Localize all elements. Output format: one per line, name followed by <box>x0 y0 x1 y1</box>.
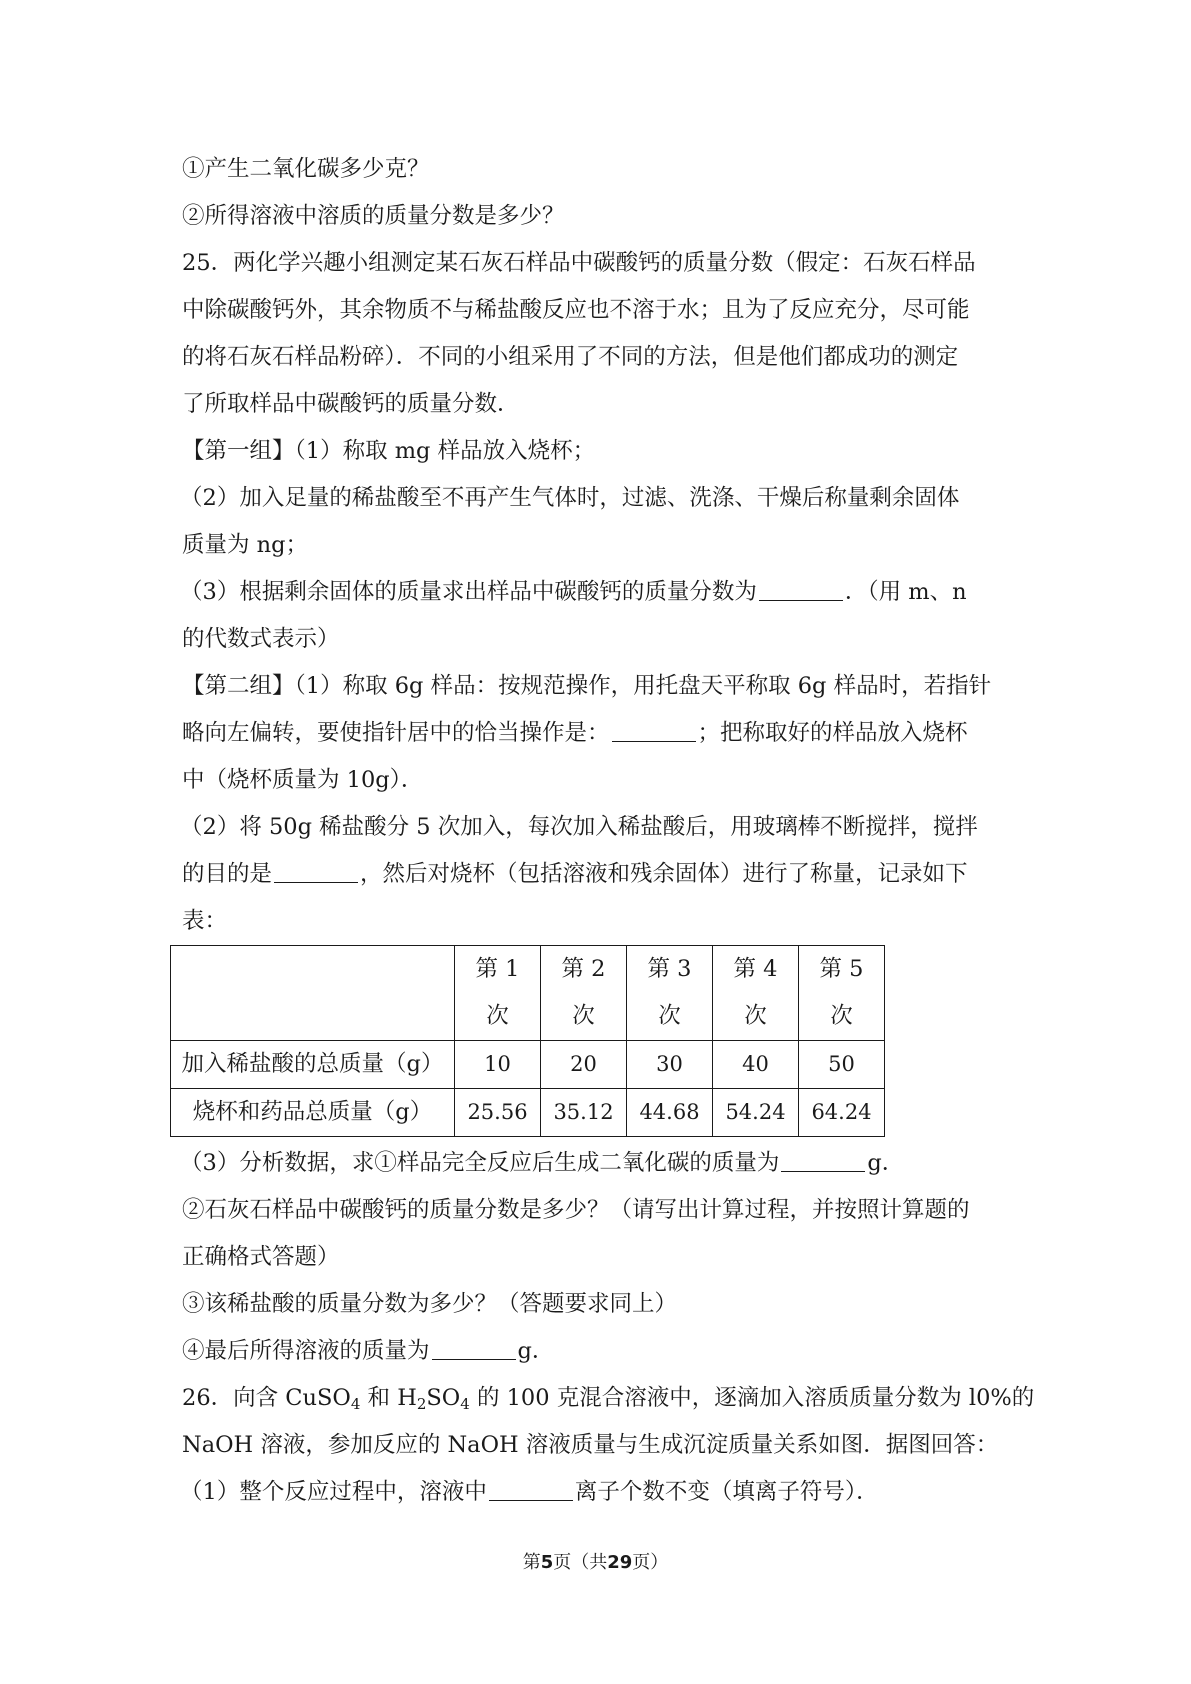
question-26-line: 26．向含 CuSO$_4$ 和 $H_2SO_4$ 的 100 克混合溶液中，逐滴加入溶质质量分数为 l0%的 <box>182 1385 1035 1413</box>
text-fragment: ④最后所得溶液的质量为 <box>182 1338 430 1364</box>
text-fragment: （3）分析数据，求①样品完全反应后生成二氧化碳的质量为 <box>180 1150 780 1176</box>
group2-step3 <box>180 1140 1010 1187</box>
table-cell: 25.56 <box>455 1089 541 1137</box>
text-fragment: 略向左偏转，要使指针居中的恰当操作是： <box>182 720 610 746</box>
table-header-row <box>171 946 885 1041</box>
text-fragment: 离子个数不变（填离子符号）． <box>574 1479 879 1505</box>
table-header-cell: 第 4 次 <box>713 946 799 1041</box>
text-fragment: （3）根据剩余固体的质量求出样品中碳酸钙的质量分数为 <box>180 579 757 605</box>
answer-blank[interactable] <box>781 1143 865 1172</box>
group1-step1: 【第一组】（1）称取 mg 样品放入烧杯； <box>182 438 596 464</box>
text-fragment: （1）整个反应过程中，溶液中 <box>180 1479 487 1505</box>
table-cell: 10 <box>455 1041 541 1089</box>
text-line: 表： <box>182 908 228 934</box>
table-row-label: 烧杯和药品总质量（g） <box>171 1089 455 1137</box>
text-line: 的代数式表示） <box>182 626 340 652</box>
table-cell: 50 <box>799 1041 885 1089</box>
table-row-label: 加入稀盐酸的总质量（g） <box>171 1041 455 1089</box>
answer-blank[interactable] <box>612 713 696 742</box>
text-line: NaOH 溶液，参加反应的 NaOH 溶液质量与生成沉淀质量关系如图．据图回答： <box>182 1432 999 1458</box>
table-cell: 35.12 <box>541 1089 627 1137</box>
answer-blank[interactable] <box>432 1331 516 1360</box>
table-cell: 40 <box>713 1041 799 1089</box>
group1-step3 <box>180 569 1010 616</box>
text-line <box>182 710 1012 757</box>
text-line <box>182 851 1012 898</box>
text-line: 的将石灰石样品粉碎）．不同的小组采用了不同的方法，但是他们都成功的测定 <box>182 344 959 370</box>
text-fragment: g． <box>867 1150 905 1176</box>
page-number: 5 <box>540 1552 554 1573</box>
table-row <box>171 1089 885 1137</box>
text-line: 了所取样品中碳酸钙的质量分数． <box>182 391 520 417</box>
text-line: ①产生二氧化碳多少克？ <box>182 156 430 182</box>
page-footer: 第5页（共29页） <box>522 1552 669 1573</box>
group2-step2: （2）将 50g 稀盐酸分 5 次加入，每次加入稀盐酸后，用玻璃棒不断搅拌，搅拌 <box>180 814 978 840</box>
text-line: 质量为 ng； <box>182 532 309 558</box>
table-header-cell: 第 5 次 <box>799 946 885 1041</box>
table-cell: 54.24 <box>713 1089 799 1137</box>
question-25-line: 25．两化学兴趣小组测定某石灰石样品中碳酸钙的质量分数（假定：石灰石样品 <box>182 250 976 276</box>
group2-step1: 【第二组】（1）称取 6g 样品：按规范操作，用托盘天平称取 6g 样品时，若指针 <box>182 673 992 699</box>
table-header-cell: 第 3 次 <box>627 946 713 1041</box>
data-table <box>170 945 885 1137</box>
table-header-cell: 第 1 次 <box>455 946 541 1041</box>
text-fragment: ，然后对烧杯（包括溶液和残余固体）进行了称量，记录如下 <box>360 861 968 887</box>
text-fragment: ．（用 m、n <box>844 579 967 605</box>
answer-blank[interactable] <box>489 1472 573 1501</box>
text-line: 正确格式答题） <box>182 1244 340 1270</box>
text-line: 中（烧杯质量为 10g）． <box>182 767 424 793</box>
table-cell: 64.24 <box>799 1089 885 1137</box>
table-cell: 44.68 <box>627 1089 713 1137</box>
text-line: ③该稀盐酸的质量分数为多少？（答题要求同上） <box>182 1291 678 1317</box>
text-line: ②所得溶液中溶质的质量分数是多少？ <box>182 203 565 229</box>
answer-blank[interactable] <box>274 854 358 883</box>
text-fragment: g． <box>517 1338 555 1364</box>
text-line <box>182 1328 1012 1375</box>
text-line: ②石灰石样品中碳酸钙的质量分数是多少？（请写出计算过程，并按照计算题的 <box>182 1197 970 1223</box>
table-row <box>171 1041 885 1089</box>
group1-step2: （2）加入足量的稀盐酸至不再产生气体时，过滤、洗涤、干燥后称量剩余固体 <box>180 485 960 511</box>
answer-blank[interactable] <box>759 572 843 601</box>
text-line: 中除碳酸钙外，其余物质不与稀盐酸反应也不溶于水；且为了反应充分，尽可能 <box>182 297 970 323</box>
table-cell: 30 <box>627 1041 713 1089</box>
table-header-cell: 第 2 次 <box>541 946 627 1041</box>
table-cell: 20 <box>541 1041 627 1089</box>
text-fragment: 的目的是 <box>182 861 273 887</box>
page-total: 29 <box>607 1552 633 1573</box>
text-fragment: ；把称取好的样品放入烧杯 <box>697 720 968 746</box>
question-26-part1 <box>180 1469 1010 1516</box>
table-corner-cell <box>171 946 455 1041</box>
